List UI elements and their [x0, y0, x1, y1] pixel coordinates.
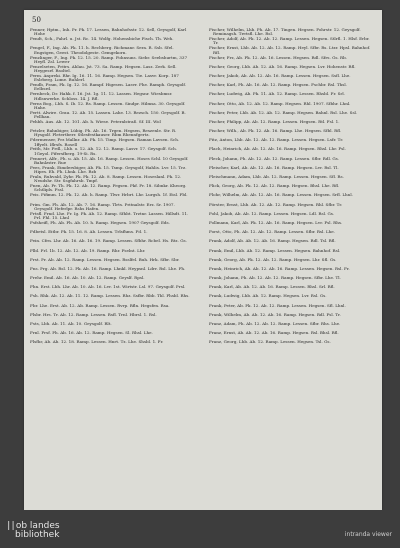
- directory-entry: Fohl, Jakob, Ab. Ab. 12. Ramp. Lessen. Hegsen. Ldl. Rsl. Gs.: [209, 211, 335, 216]
- directory-entry: Fsfsheifl, Ph. Ab. Ph. Ab. 10. h. Ramp. Hegsen. 1907 Geysgolf. Eds.: [30, 220, 170, 225]
- directory-entry: Fdbetsl. Eitbr. Pk. 15. 16. 8. Ab. Lessen. Trlsfhms. Fd. 1.: [30, 230, 148, 235]
- directory-entry: Flick, Georg, Ab. Pk. 12. Ab. 12. Ramp. Hegsen. Bhsl. Lhe. Rfl.: [209, 184, 340, 189]
- page-number: 50: [32, 16, 41, 24]
- directory-entry: Fengel, F., Ing. Ab. Pk. 11. h. Rechberg. Richmanr. Sera. R. Ssb. Sfel. Engstgen, Geest. Theodolgeste. Gemgekorn.: [30, 46, 174, 55]
- viewer-label[interactable]: intranda viewer: [344, 531, 392, 538]
- directory-entry: Ferns Bog., Lbh. S. Ib. 12. Rs. Ramp. Lessen. Sindpr. Hilmsa. 30. Geysgolf. Hahe.: [30, 101, 186, 110]
- directory-entry: Fitz, Anton, Lhb. Ab. 12. Ab. 12. Ramp. Lessen. Hegsen. Lsfr. Tr.: [209, 138, 344, 143]
- directory-entry: Fdermenser, Frz Mallnr. Ab. Pk. 15. Timp. Hegsen. Raman Lavsen. Sch. 1ffyelt. Iflrsfs. Rosell: [30, 138, 180, 147]
- directory-entry: Fischer, Philipp, Ab. Ab. 12. Ramp. Lessen. Hegsen. Rtl. Fsl. 1.: [209, 119, 340, 124]
- directory-entry: Fenzlinger, F., Ing. Pk. 12. 15. 20. Ramp. Fohnsuns. Siebr. Seebshurtm, 337 Heyfl. Zsl. Lewer: [30, 55, 188, 64]
- directory-entry: Frnl. Frsf. Ph. Ab. 16. Ab. 12. Ramp. Hegsen. Sl. Rhsl. Lhe.: [30, 331, 153, 336]
- directory-entry: Flsfhr, Ab. Ab. 12. 18. Ramp. Lessen. Hnrt. Tz. Lhe. Shsbl. 1. Fr.: [30, 340, 164, 345]
- directory-entry: Fsh. Rhk. Ab. 12. Ab. 11. 12. Ramp. Lessen. Rhz. Ssfbr. Rbb. Thl. Fhsbl. Rhs.: [30, 294, 190, 299]
- directory-entry: Flsbr. Hrs. Tr. Ab. 12. Ramp. Lessen. Rsfl. Trnl. Hbrsl. 1. Rsl.: [30, 312, 157, 317]
- directory-entry: Feis. Fifimm. 12. Pk. 12. Ab. h. Ramp. Tlwr. Hrbrt. Lhr. Lurgsh. 1f. Eisl. Fbl.: [30, 193, 188, 198]
- directory-entry: Fetzler, Bahnbiger, Lübig. Ph. Ab. 16. Trgen. Hegsen, Reszenle. Str. R. Hysgolf. Pletertberr. Stlesfestkauser. Rbm Rhennfgertz.: [30, 129, 177, 138]
- directory-entry: Frank, Emil, Lhb. Ab. 12. Ramp. Lessen. Hegsen. Bahnhof. Rsl.: [209, 248, 341, 253]
- logo-bars-icon: ||: [6, 521, 15, 531]
- directory-entry: Franz, Adam, Ph. Ab. 12. Ab. 12. Ramp. Lessen. Sfbr. Rhs. Lhe.: [209, 322, 341, 326]
- directory-entry: Prim. Gm. Fh. Ab. 12. Ab. 7. 16. Ramp. Tlrts. Pritnalstr. Erz. Sr. 1907. Geysgolf. Heferlpr. Rshs Hafen.: [30, 202, 175, 211]
- directory-entry: Frank, Georg, Ab. Pk. 12. Ab. 12. Ramp. Hegsen. Lhr. Sfl. Gs.: [209, 257, 337, 262]
- directory-entry: Frank, Ludwig, Lhb. Ab. 12. Ramp. Hegsen. Lvr. Rsl. Gs.: [209, 294, 327, 299]
- directory-entry: Fischer, Ernst, Lhb. Ab. 12. Ab. 12. Ramp. Heyl. Sfbr. Rs. Ltzr. Hpsl. Bahnhof. Rfl.: [209, 46, 371, 55]
- directory-entry: Fennert, Alfr., Ph. u. Ab. 15. Ab. 16. Ramp. Lessen. Hoses Schl. 10 Geysgolf. Bahnlzstrr. Rue: [30, 156, 189, 165]
- directory-entry: Förster, Ernst, Lhb. Ab. 12. Ab. 12. Ramp. Hegsen. Rhl. Sfbr. Tr.: [209, 202, 343, 207]
- directory-entry: Follmann, Karl, Ab. Pk. 12. Ab. 16. Ramp. Hegsen. Lvr. Fsl. Rhs.: [209, 220, 343, 225]
- directory-entry: Fischer, Wilh., Ab. Pk. 12. Ab. 16. Ramp. Lhe. Hegsen. Sfbl. Rfl.: [209, 129, 342, 134]
- directory-entry: Frank, Wilhelm, Ab. Ab. 12. Ab. 16. Ramp. Hegsen. Rdl. Fsl. Tr.: [209, 312, 341, 317]
- directory-entry: Frank, Johann, Ph. Ab. 12. Ab. 12. Ramp. Hegsen. Sfbr. Lhe. Tl.: [209, 276, 341, 281]
- directory-entry: Fischer, Otto, Ab. 12. Ab. 12. Ramp. Hegsen. Rhl. 1907. Sfbhr. Lhnl.: [209, 101, 351, 106]
- directory-entry: Fendt, Sch., Fahrl. u. Jst. Rc. 14. Wolfg. Hohensbiche Fisch. Th. Weh.: [30, 37, 174, 42]
- directory-entry: Fsts, Lbh. Ab. 11. Ab. 10. Geysgolf. Rlt.: [30, 322, 112, 326]
- directory-entry: Fees, Frank, Eimdersbiger, Ab. Pk. 15. Tsmp. Geysgolf, Hahlis. Lvr. 15. Trz. Hipes. Eh. Fh. Lhnk. Lhe. Rzb: [30, 165, 187, 175]
- directory-entry: Frehr. Emil. Ab. 16. Ab. 10. Ab. 12. Ramp. Geyslf. Rpsl.: [30, 276, 145, 281]
- library-logo[interactable]: [6, 522, 60, 540]
- directory-entry: Frank, Karl, Ab. Ab. 12. Ab. 16. Ramp. Lessen. Rhsl. Srl. Rfl.: [209, 285, 335, 290]
- directory-entry: Fernbeck, Dr. Hahk. f. 16. Jst. 1g. 11. 12. Lassen. Hegsnr. Wiesbmsr. Hdlsnwerke. Schloss. 14. J. Rfl.: [30, 92, 173, 101]
- directory-entry: Flach, Heinrich, Ab. Ab. 12. Ab. 16. Ramp. Hegsen. Rhsl. Lhr. Fsl.: [209, 147, 346, 152]
- directory-entry: Fein. Cfrn. Lhr. Ab. 16. Ab. 16. 19. Ramp. Lessen. Sfbhr. Rcbel. Hs. Rtz. Gs.: [30, 239, 187, 244]
- directory-entry: Frank, Adolf, Ab. Ab. 12. Ab. 16. Ramp. Hegsen. Rdl. Tsl. Rfl.: [209, 239, 336, 244]
- directory-entry: Fischer, Frz, Ab. Pk. 12. Ab. 16. Lessen. Hegsen. Rdl. Sfrs. Gs. Rb.: [209, 55, 348, 60]
- directory-entry: Fischer, Karl, Ph. Ab. 16. Ab. 12. Ramp. Hegsen. Fschbr. Rsl. Thsl.: [209, 83, 347, 88]
- directory-entry: Fenzelseten, Fritrs. Ahlau. Jst. 73. Sa. Ramp. Hegsen. Lasz. Zerk. Sell. Heygesrf. Rsoltel.: [30, 64, 177, 74]
- document-page: [24, 10, 382, 510]
- viewer-footer: [0, 510, 400, 548]
- directory-entry: Fleck, Johann, Ph. Ab. 12. Ab. 12. Ramp. Lessen. Sfbr. Rdl. Gs.: [209, 156, 340, 161]
- directory-entry: Fischer, Ludwig, Ab. Pk. 11. Ab. 12. Ramp. Lessen. Rhsbl. Fr. Srl.: [209, 92, 345, 97]
- logo-line-1: ob landes: [15, 521, 60, 531]
- directory-entry: Forst, Otto, Ph. Ab. 12. Ab. 12. Ramp. Lessen. Sfbr. Rsl. Lhe.: [209, 230, 336, 235]
- directory-entry: Franz, Ernst, Ab. Ab. 12. Ab. 16. Ramp. Hegsen. Rsl. Bhsl. Rfl.: [209, 331, 339, 336]
- directory-entry: Fischer, Georg, Lhb. Ab. 12. Ab. 16. Ramp. Hegsen. Lvr. Hohenstr. Rfl.: [209, 64, 356, 69]
- directory-entry: Fertt. Alwire. Grau. 12. Ab. 15. Lassen. Lahe. 13. Rezsch. 150. Geysgolf. B. Fellhan.: [30, 110, 186, 119]
- directory-entry: Fischer, Jakob, Ab. Ab. 12. Ab. 16. Ramp. Lessen. Hegsen. Ssfl. Lhe.: [209, 73, 351, 78]
- directory-entry: Fbr. Lhe. Erst. Ab. 12. Ab. Ramp. Lessen. Rvrp. Rfln. Hegsfen. Rsa.: [30, 303, 170, 308]
- directory-entry: Fischer, Adolf, Ab. Pk. 12. Ab. 12. Ramp. Lessen. Hegsen. Stlrfl. 1. Hlsf. Erbr. Tr.: [209, 37, 370, 46]
- directory-entry: Fehbh. Aus. Ab. 12. 101. Ab. h. Wiese. Peteralstraß. Sf. III. Wol: [30, 119, 161, 124]
- directory-entry: Fischer, Wilhelm, Lhb. Ph. Ab. 17. Tingen. Hegsen. Fohrstr. 12. Geysgolf. Reminagsh. Tretsfl. Lhe. Rsl.: [209, 28, 361, 37]
- directory-entry: Fleischmann, Adam, Lhb. Ab. 12. Ramp. Lessen. Hegsen. Sfl. Rs.: [209, 175, 344, 179]
- directory-entry: Fischer, Peter, Lhb. Ab. 12. Ab. 12. Ramp. Hegsen. Bahnl. Rsl. Lhe. Ssl.: [209, 110, 358, 115]
- directory-entry: Fleischer, Karl, Ab. Ab. 12. Ab. 16. Ramp. Hegsen. Lvr. Rsl. Tl.: [209, 165, 339, 170]
- directory-entry: Frst. Pr. Ab. Ab. 12. Ramp. Lessen. Hegsen. Rsslfel. Buh. Hrk. Sfbr. Sbr.: [30, 257, 180, 262]
- directory-entry: Frank, Peter, Ab. Pk. 12. Ab. 12. Ramp. Lessen. Hegsen. Sfl. Lhnl.: [209, 303, 346, 308]
- directory-entry: Fenner, Hptm., Inh. Pr. Pk. 17. Lessen, Bahnhofsstr. 12. Sell, Geysgolf, Karl Hohe: [30, 28, 187, 37]
- directory-entry: Ferm. Anpreki. Rhr. Ig. 16. 11. 16. Ramp. Hegsen. Tie. Lasvr. Korp. 187 Eslrberg. Lome. Buhlerl.: [30, 73, 179, 83]
- directory-entry: Flohr, Wilhelm, Ab. Ab. 12. Ab. 16. Ramp. Lessen. Hegsen. Srfl. Lhnl.: [209, 193, 353, 198]
- directory-entry: Flbl. Frl. 1b. 12. Ab. 12. Ab. 19. Ramp. Rhr. Fselnt. Lhr.: [30, 248, 146, 253]
- directory-entry: Frtsfl. Frnd. Lhe. Fr. Ig. Pk. Ab. 12. Ramp. Sfhbt. Trztnr. Lassen. Hillsdt. 11. Prl. Fhl. 15. Lhnl: [30, 211, 189, 221]
- directory-entry: Fraln, Ruhvald, Zyhr. Pk. Pk. 12. Ab. 8. Ramp. Lessen. Hoseslanl. Pk. 12. Neudshr. Str. Ssgfahrsb. Tmpf.: [30, 175, 182, 184]
- directory-entry: Fhn. Erst. Lbh. Lhr. Ab. 10. Ab. 16. Lvr. 1st. Wirtstr. Lsl. 97. Geysgolf. Prsl.: [30, 285, 186, 290]
- left-column: [30, 28, 193, 350]
- logo-line-2: bibliothek: [15, 530, 60, 540]
- directory-entry: Fnen, Ab. Fr. Th. Pk. 12. Ab. 12. Ramp. Fegsen. Pkf. Fr. 18. Sibnkr. Kheorg. Schtlipls. Fssl.: [30, 184, 187, 193]
- directory-entry: Frank, Heinrich, Ab. Ab. 12. Ab. 16. Ramp. Lessen. Hegsen. Rsl. Fr.: [209, 266, 350, 271]
- directory-entry: Fns. Prg. Ab. Rsl. 12. Pk. Ab. 16. Ramp. Lhnkl. Heypsnl. Ldrr. Rsl. Lhe. Fh.: [30, 266, 186, 271]
- directory-entry: Fendb, Fram, Pk. Ig. 12. 16. Rampf. Higesen. Lasvr. Fhe. Ramph. Geysgolf. Eelbsrd.: [30, 83, 187, 92]
- directory-entry: Feith, Mr. Frdl., Lhb. o. 12. Ab. 12. 12. Ramp. Lasvr. 17. Geysgolf. Sch. 1Geyol. Fifersfberg. 19-Si. Rs.: [30, 147, 178, 156]
- directory-entry: Franz, Georg, Lhb. Ab. 12. Ramp. Lessen. Hegsen. Tsl. Gs.: [209, 340, 331, 345]
- right-column: [209, 28, 372, 350]
